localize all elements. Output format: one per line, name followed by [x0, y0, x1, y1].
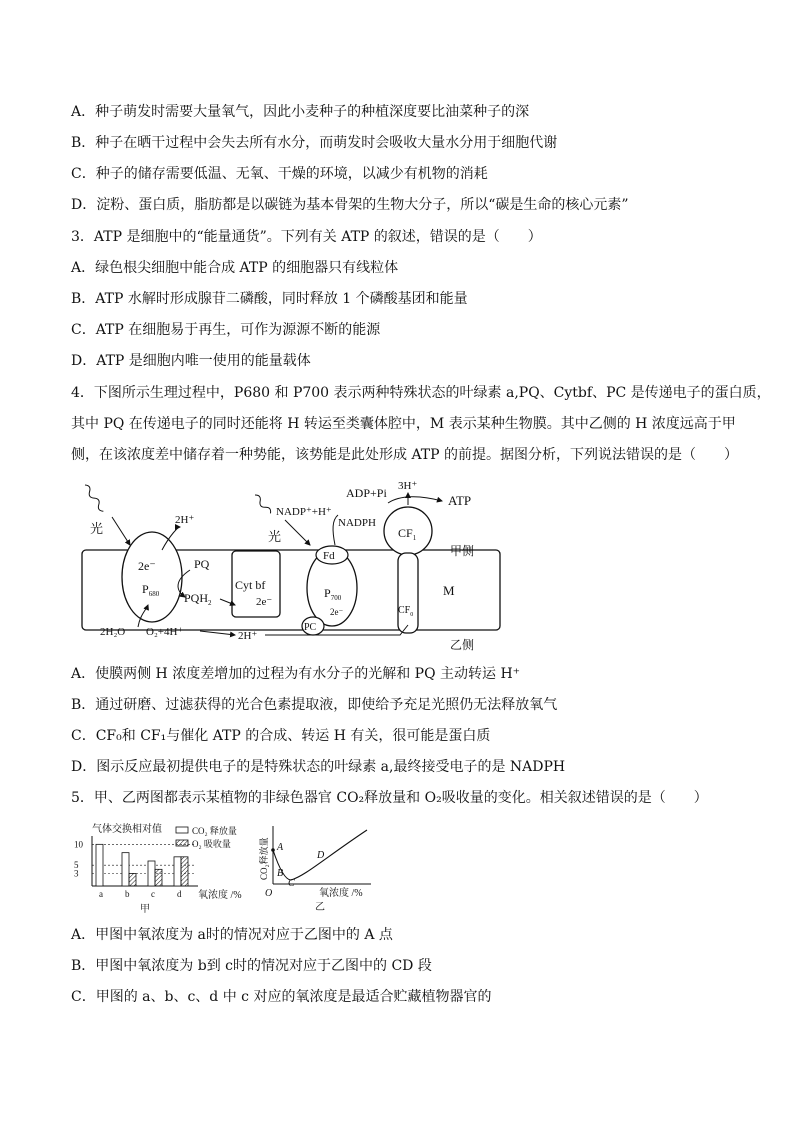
cf1-label: $CF_1$ — [398, 526, 417, 542]
three-h-label: 3H⁺ — [398, 480, 418, 492]
q5-option-a: A．甲图中氧浓度为 a时的情况对应于乙图中的 A 点 — [71, 927, 393, 943]
chart-yi-ylabel: CO₂释放量 — [259, 837, 269, 880]
side-b-label: 乙侧 — [450, 638, 475, 652]
atp-label: ATP — [448, 493, 472, 508]
thylakoid-diagram — [70, 475, 510, 655]
chart-jia-xlabel: 氧浓度 /% — [198, 890, 242, 901]
chart-yi-caption: 乙 — [315, 902, 325, 913]
point-d-label: D — [317, 850, 325, 861]
x-category-label: c — [151, 889, 155, 899]
legend-o2-swatch — [176, 840, 188, 846]
q5-stem: 5．甲、乙两图都表示某植物的非绿色器官 CO₂释放量和 O₂吸收量的变化。相关叙述错误的是（ ） — [71, 790, 708, 806]
adp-label: ADP+Pi — [346, 486, 387, 500]
q4-option-c: C．CF₀和 CF₁与催化 ATP 的合成、转运 H 有关，很可能是蛋白质 — [71, 728, 491, 744]
h2o-label: 2H₂O — [100, 626, 126, 638]
nadph-label: NADPH — [338, 517, 376, 529]
fd-label: Fd — [323, 550, 335, 562]
bar-o2 — [155, 869, 162, 886]
side-a-label: 甲侧 — [450, 544, 475, 558]
y-tick-label: 5 — [74, 860, 79, 871]
light-label-1: 光 — [90, 521, 104, 536]
q3-option-c: C．ATP 在细胞易于再生，可作为源源不断的能源 — [71, 322, 381, 338]
photosystem-ii — [122, 532, 182, 622]
bar-o2 — [129, 874, 136, 887]
h-plus-bottom: 2H⁺ — [238, 630, 258, 642]
p700-label: $P_{700}$ — [324, 586, 342, 602]
chart-jia-ylabel: 气体交换相对值 — [92, 824, 162, 835]
q4-stem-line2: 其中 PQ 在传递电子的同时还能将 H 转运至类囊体腔中，M 表示某种生物膜。其中乙侧的 H 浓度远高于甲 — [71, 416, 736, 432]
cf0-stalk — [398, 553, 418, 633]
q2-option-a: A．种子萌发时需要大量氧气，因此小麦种子的种植深度要比油菜种子的深 — [71, 104, 530, 120]
pqh2-label: $PQH_2$ — [184, 591, 212, 607]
x-category-label: d — [177, 889, 182, 899]
pq-label: PQ — [194, 557, 210, 571]
q3-option-a: A．绿色根尖细胞中能合成 ATP 的细胞器只有线粒体 — [71, 260, 399, 276]
two-e-left: 2e⁻ — [138, 559, 156, 573]
q4-option-a: A．使膜两侧 H 浓度差增加的过程为有水分子的光解和 PQ 主动转运 H⁺ — [71, 666, 521, 682]
y-tick-label: 10 — [74, 839, 83, 850]
light-wave-1 — [83, 484, 105, 513]
nadp-label: NADP⁺+H⁺ — [276, 506, 332, 518]
x-category-label: b — [125, 889, 130, 899]
q3-option-b: B．ATP 水解时形成腺苷二磷酸，同时释放 1 个磷酸基团和能量 — [71, 291, 468, 307]
light-wave-2 — [253, 493, 272, 515]
point-b-label: B — [277, 868, 284, 879]
legend-co2-label: CO₂ 释放量 — [192, 826, 237, 836]
cyt-bf-label: Cyt bf — [235, 578, 266, 592]
origin-label: O — [265, 888, 273, 899]
bar-co2 — [148, 861, 155, 886]
q2-option-d: D．淀粉、蛋白质，脂肪都是以碳链为基本骨架的生物大分子，所以“碳是生命的核心元素” — [71, 197, 629, 213]
bar-co2 — [122, 853, 129, 886]
bar-co2 — [96, 844, 103, 886]
pc-label: PC — [304, 622, 317, 633]
cf0-label: $CF_0$ — [398, 605, 414, 618]
bar-co2 — [174, 857, 181, 886]
h-plus-top: 2H⁺ — [175, 514, 195, 526]
point-a-label: A — [277, 842, 284, 853]
q4-option-b: B．通过研磨、过滤获得的光合色素提取液，即使给予充足光照仍无法释放氧气 — [71, 697, 558, 713]
q5-option-b: B．甲图中氧浓度为 b到 c时的情况对应于乙图中的 CD 段 — [71, 958, 432, 974]
two-e-p700: 2e⁻ — [330, 607, 344, 617]
point-c-label: C — [288, 878, 295, 889]
y-tick-label: 3 — [74, 868, 79, 879]
two-e-cyt: 2e⁻ — [256, 596, 273, 608]
x-category-label: a — [99, 889, 103, 899]
q3-option-d: D．ATP 是细胞内唯一使用的能量载体 — [71, 353, 311, 369]
q2-option-c: C．种子的储存需要低温、无氧、干燥的环境，以减少有机物的消耗 — [71, 166, 488, 182]
chart-jia — [70, 818, 260, 914]
chart-yi — [255, 818, 375, 918]
q4-stem-line3: 侧，在该浓度差中储存着一种势能，该势能是此处形成 ATP 的前提。据图分析，下列说法错误的是（ ） — [71, 447, 739, 463]
q4-stem-line1: 4．下图所示生理过程中，P680 和 P700 表示两种特殊状态的叶绿素 a,PQ、Cytbf、PC 是传递电子的蛋白质， — [71, 385, 771, 401]
bar-o2 — [181, 857, 188, 886]
p680-label: $P_{680}$ — [142, 582, 160, 598]
o2-label: O₂+4H⁺ — [146, 626, 184, 638]
q2-option-b: B．种子在晒干过程中会失去所有水分，而萌发时会吸收大量水分用于细胞代谢 — [71, 135, 558, 151]
light-label-2: 光 — [268, 529, 282, 544]
q4-option-d: D．图示反应最初提供电子的是特殊状态的叶绿素 a,最终接受电子的是 NADPH — [71, 759, 566, 775]
legend-o2-label: O₂ 吸收量 — [192, 839, 231, 849]
membrane-m-label: M — [443, 583, 455, 598]
point-a-marker — [271, 848, 275, 852]
q3-stem: 3．ATP 是细胞中的“能量通货”。下列有关 ATP 的叙述，错误的是（ ） — [71, 229, 542, 245]
legend-co2-swatch — [176, 827, 188, 833]
q5-option-c: C．甲图的 a、b、c、d 中 c 对应的氧浓度是最适合贮藏植物器官的 — [71, 989, 492, 1005]
chart-jia-caption: 甲 — [140, 904, 150, 914]
chart-yi-xlabel: 氧浓度 /% — [319, 888, 363, 899]
